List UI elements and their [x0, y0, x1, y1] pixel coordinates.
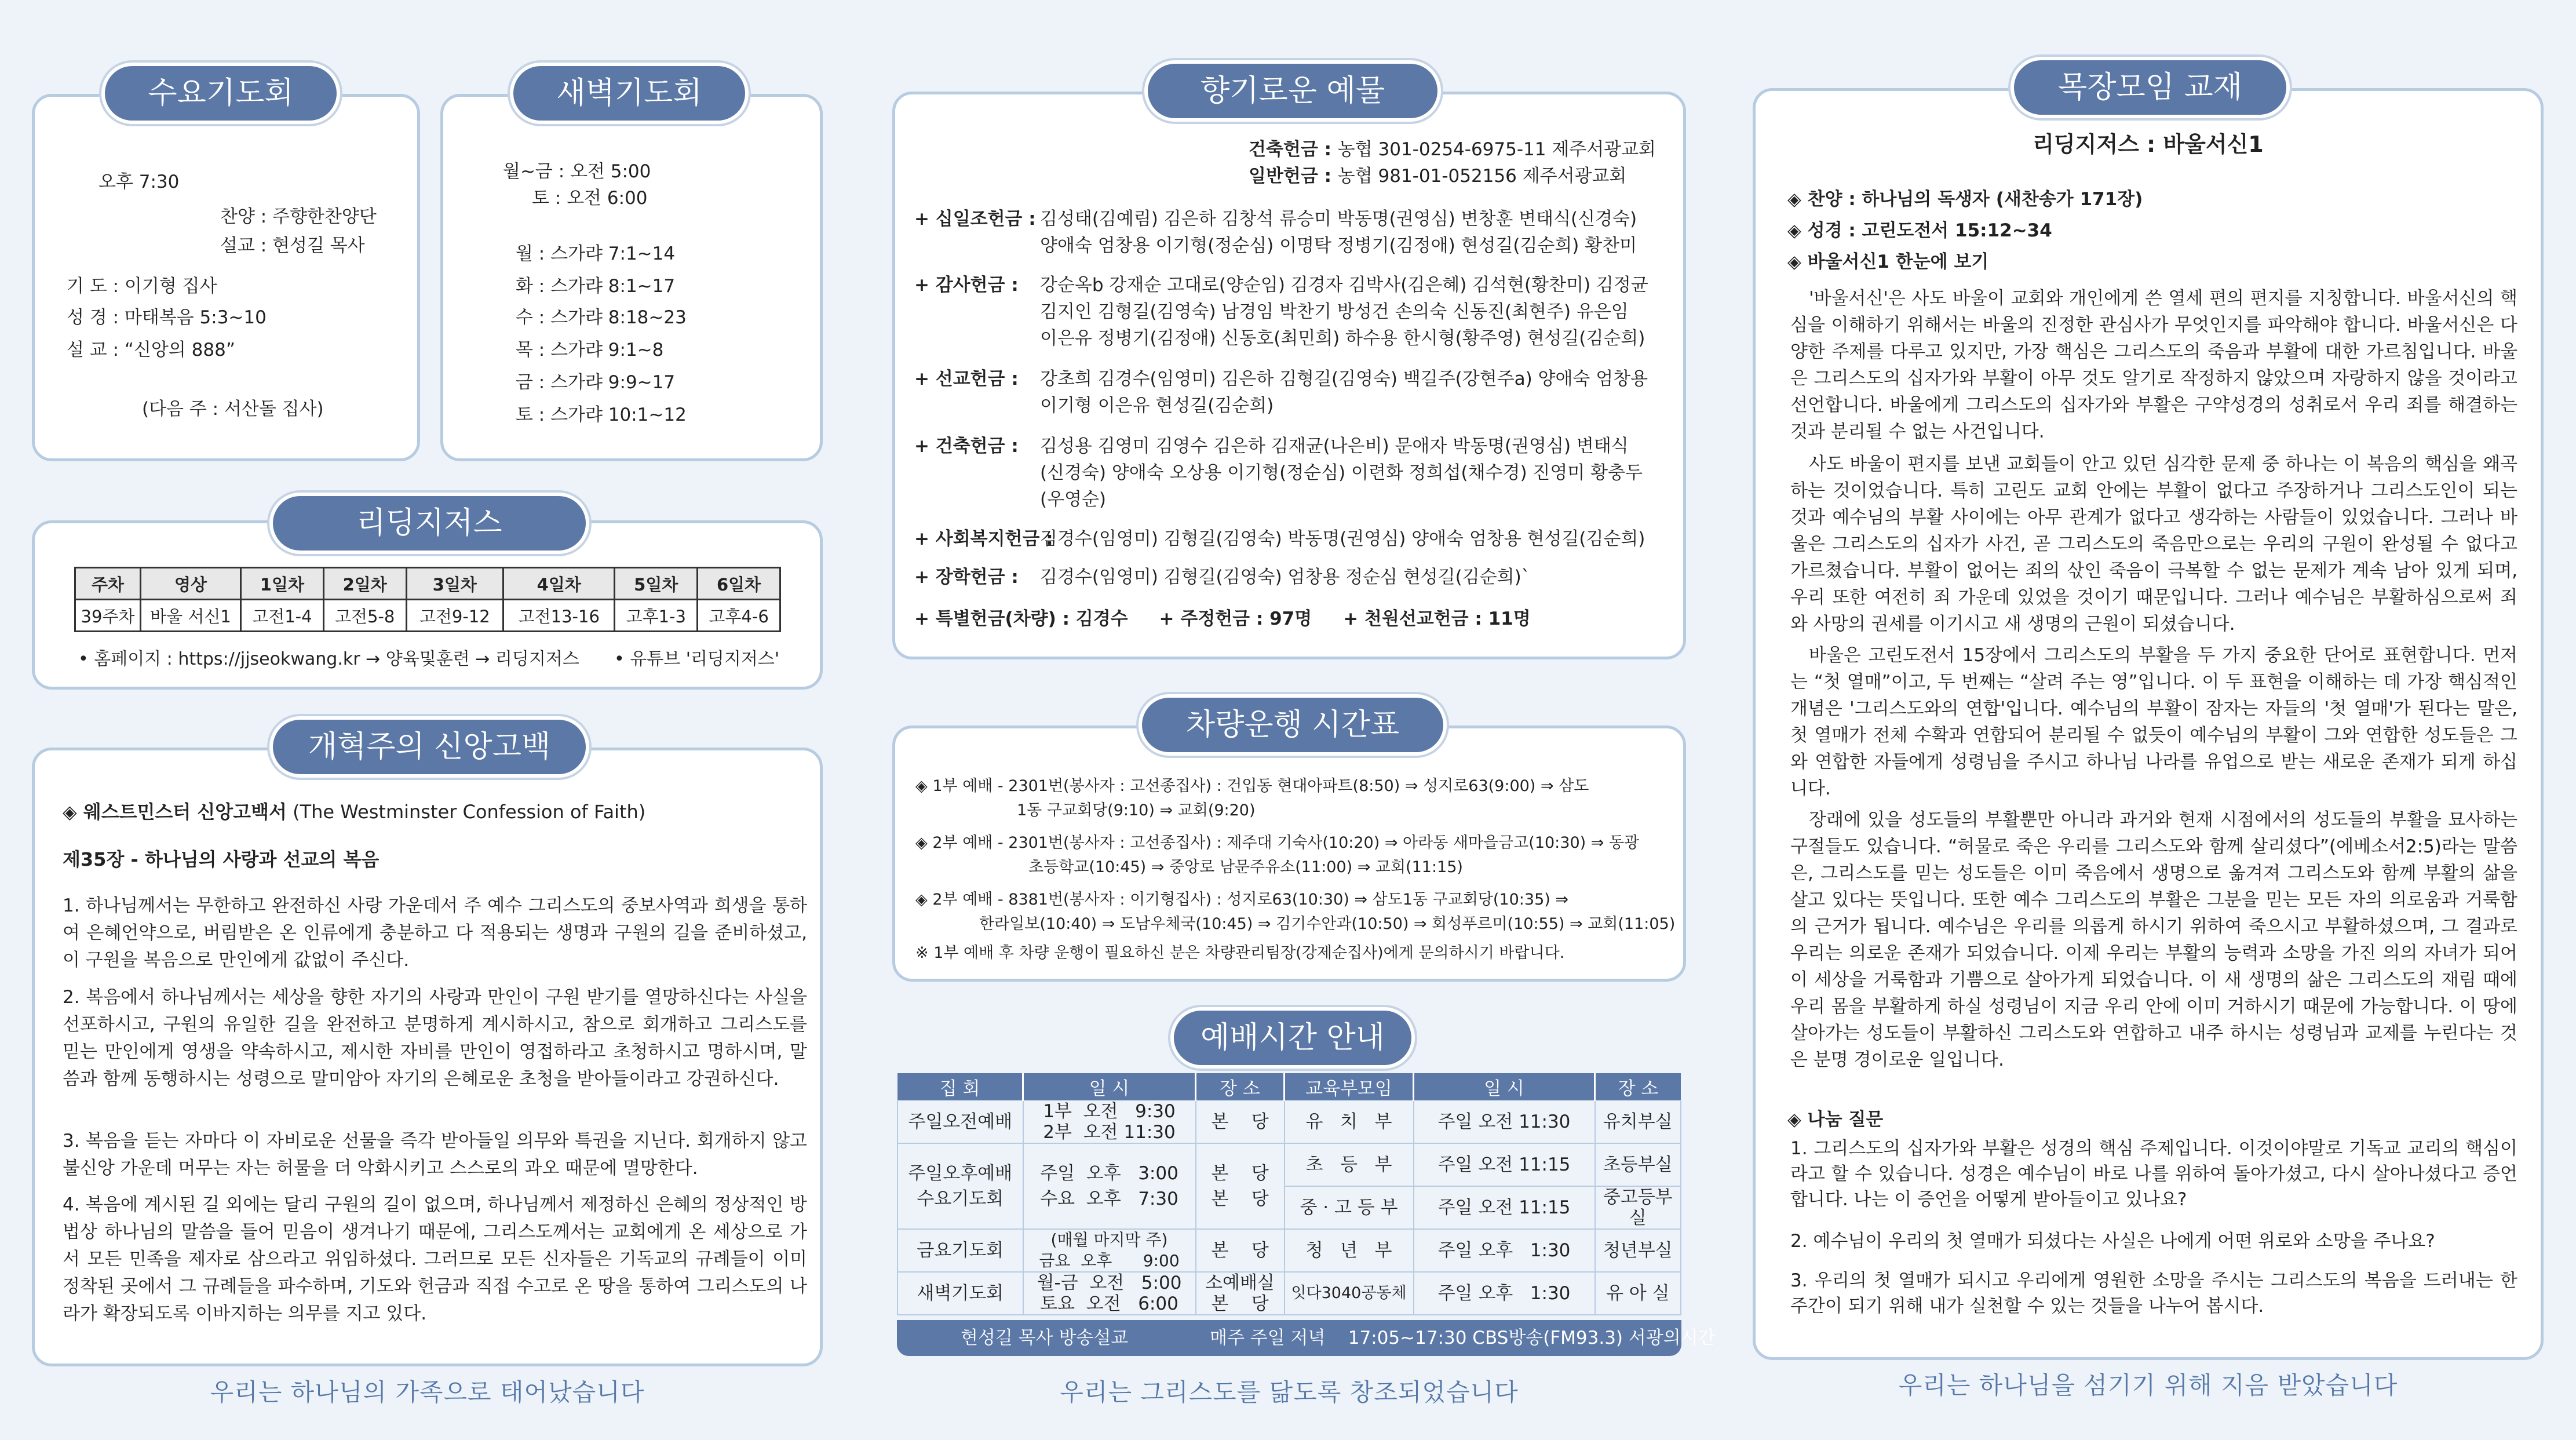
confession-item: 4. 복음에 계시된 길 외에는 달리 구원의 길이 없으며, 하나님께서 제정하신 은혜의 정상적인 방법상 하나님의 말씀을 들어 믿음이 생겨나기 때문에, 그리스도께서는 교회에게 온 세상으로 가서 모든 민족을 제자로 삼으라고 위임하셨다. 그러므로 모든 신자들은 기독교의 규례들이 이미 정착된 곳에서 그 규례들을 파수하며, 기도와 헌금과 직접 수고로 온 땅을 통하여 그리스도의 나라가 확장되도록 이바지하는 의무를 지고 있다.: [63, 1194, 807, 1324]
worship-place: 본 당: [1196, 1100, 1285, 1143]
offering-tithe-label: + 십일조헌금 :: [914, 209, 1036, 229]
edu-time: 주일 오후 1:30: [1414, 1229, 1595, 1272]
offering-names: 양애숙 엄창용 이기형(정순심) 이명탁 정병기(김정애) 현성길(김순희) 황찬미: [1040, 235, 1637, 256]
offering-names: 김지인 김형길(김영숙) 남경임 박찬기 방성건 손의숙 신동진(최현주) 유은임: [1040, 301, 1629, 322]
cell-share-heading: ◈ 나눔 질문: [1787, 1109, 1884, 1130]
wed-time: 오후 7:30: [98, 172, 180, 192]
worship-place: 소예배실 본 당: [1196, 1272, 1285, 1315]
edu-time: 주일 오전 11:15: [1414, 1186, 1595, 1229]
reading-header: 3일차: [406, 568, 503, 600]
cell-scripture: ◈ 성경 : 고린도전서 15:12~34: [1787, 220, 2052, 241]
worship-title: 예배시간 안내: [1170, 1007, 1415, 1069]
bus-route: ◈ 2부 예배 - 8381번(봉사자 : 이기형집사) : 성지로63(10:30) ⇒ 삼도1동 구교회당(10:35) ⇒: [915, 891, 1568, 909]
offering-names: 김성용 김영미 김영수 김은하 김재균(나은비) 문애자 박동명(권영심) 변태식: [1040, 436, 1629, 457]
offering-account-building: [1249, 134, 1656, 161]
reading-header: 주차: [75, 568, 141, 600]
edu-place: 청년부실: [1595, 1229, 1681, 1272]
worship-table: [897, 1073, 1681, 1315]
offering-scholarship-label: + 장학헌금 :: [914, 567, 1019, 588]
worship-time: 1부 오전 9:30 2부 오전 11:30: [1023, 1100, 1196, 1143]
cell-question: 3. 우리의 첫 열매가 되시고 우리에게 영원한 소망을 주시는 그리스도의 복음을 드러내는 한 주간이 되기 위해 내가 실천할 수 있는 것들을 나누어 봅시다.: [1790, 1270, 2517, 1317]
reading-header: 영상: [141, 568, 241, 600]
offering-names: 김성태(김예림) 김은하 김창석 류승미 박동명(권영심) 변창훈 변태식(신경숙): [1040, 209, 1637, 229]
offering-summary: + 특별헌금(차량) : 김경수 + 주정헌금 : 97명 + 천원선교헌금 : 11명: [914, 608, 1531, 629]
offering-names: 이기형 이은유 현성길(김순희): [1040, 395, 1274, 416]
reading-youtube: • 유튜브 '리딩지저스': [614, 649, 780, 669]
offering-names: 이은유 정병기(김정애) 신동호(최민희) 하수용 한시형(황주영) 현성길(김순희): [1040, 328, 1645, 349]
confession-title: 개혁주의 신앙고백: [269, 716, 589, 778]
bus-route: ◈ 2부 예배 - 2301번(봉사자 : 고선종집사) : 제주대 기숙사(10:20) ⇒ 아라동 새마을금고(10:30) ⇒ 동광: [915, 834, 1640, 852]
edu-place: 초등부실: [1595, 1143, 1681, 1186]
reading-cell: 바울 서신1: [141, 600, 241, 632]
dawn-prayer-title: 새벽기도회: [510, 63, 749, 124]
offering-building-label: + 건축헌금 :: [914, 436, 1019, 457]
wed-prayer-leader: 기 도 : 이기형 집사: [67, 276, 217, 297]
edu-time: 주일 오전 11:15: [1414, 1143, 1595, 1186]
offering-title: 향기로운 예물: [1144, 60, 1441, 122]
worship-header: 장 소: [1196, 1073, 1285, 1100]
reading-cell: 고전5-8: [323, 600, 406, 632]
bus-route: 1동 구교회당(9:10) ⇒ 교회(9:20): [1017, 801, 1256, 819]
confession-heading: [63, 797, 645, 824]
worship-place: 본 당 본 당: [1196, 1143, 1285, 1229]
worship-name: 주일오후예배 수요기도회: [897, 1143, 1023, 1229]
wed-message: 설 교 : “신앙의 888”: [67, 340, 235, 360]
reading-table: [74, 567, 781, 632]
reading-homepage-link[interactable]: • 홈페이지 : https://jjseokwang.kr → 양육및훈련 → 리딩지저스: [78, 649, 579, 669]
dawn-item: 월 : 스가랴 7:1~14: [516, 243, 676, 264]
broadcast-preacher: 현성길 목사 방송설교: [961, 1328, 1129, 1348]
wed-praise: 찬양 : 주향한찬양단: [220, 206, 377, 227]
edu-group: 초 등 부: [1285, 1143, 1414, 1186]
edu-group: 청 년 부: [1285, 1229, 1414, 1272]
edu-place: 유 아 실: [1595, 1272, 1681, 1315]
reading-header: 2일차: [323, 568, 406, 600]
cell-subtitle: 리딩지저스 : 바울서신1: [2033, 132, 2264, 157]
dawn-item: 금 : 스가랴 9:9~17: [516, 372, 676, 393]
offering-names: (신경숙) 양애숙 오상용 이기형(정순심) 이련화 정희섭(채수경) 진영미 황충두: [1040, 462, 1643, 483]
offering-names: (우영순): [1040, 489, 1107, 510]
offering-names: 김경수(임영미) 김형길(김영숙) 박동명(권영심) 양애숙 엄창용 현성길(김순희): [1040, 528, 1645, 549]
dawn-item: 수 : 스가랴 8:18~23: [516, 307, 687, 328]
cell-question: 2. 예수님이 우리의 첫 열매가 되셨다는 사실은 나에게 어떤 위로와 소망을 주나요?: [1790, 1231, 2435, 1252]
dawn-item: 토 : 스가랴 10:1~12: [516, 404, 687, 425]
reading-header: 1일차: [241, 568, 324, 600]
cell-glance: ◈ 바울서신1 한눈에 보기: [1787, 251, 1989, 272]
bus-route: 한라일보(10:40) ⇒ 도남우체국(10:45) ⇒ 김기수안과(10:50) ⇒ 회성푸르미(10:55) ⇒ 교회(11:05): [979, 915, 1676, 933]
dawn-item: 화 : 스가랴 8:1~17: [516, 276, 676, 297]
offering-account-general: [1249, 161, 1626, 187]
confession-item: 2. 복음에서 하나님께서는 세상을 향한 자기의 사랑과 만인이 구원 받기를 열망하신다는 사실을 선포하시고, 구원의 유일한 길을 완전하고 분명하게 계시하시고, 참으로 회개하고 그리스도를 믿는 만인에게 영생을 약속하시고, 제시한 자비를 만인이 영접하라고 초청하시고 명하시며, 말씀과 함께 동행하시는 성령으로 말미암아 자기의 은혜로운 초청을 받아들이라고 강권하신다.: [63, 987, 807, 1089]
worship-name: 금요기도회: [897, 1229, 1023, 1272]
reading-cell: 고전1-4: [241, 600, 324, 632]
footer-motto: 우리는 그리스도를 닮도록 창조되었습니다: [1060, 1378, 1519, 1406]
broadcast-bar: [897, 1320, 1716, 1356]
confession-heading-ko: ◈ 웨스트민스터 신앙고백서: [63, 801, 287, 823]
offering-account-value: 농협 301-0254-6975-11 제주서광교회: [1337, 139, 1656, 160]
wed-next: (다음 주 : 서산돌 집사): [142, 399, 324, 420]
edu-group: 중 · 고 등 부: [1285, 1186, 1414, 1229]
worship-header: 일 시: [1414, 1073, 1595, 1100]
offering-account-label: 건축헌금 :: [1249, 139, 1338, 160]
cell-praise: ◈ 찬양 : 하나님의 독생자 (새찬송가 171장): [1787, 189, 2143, 210]
worship-header: 일 시: [1023, 1073, 1196, 1100]
offering-names: 강초희 김경수(임영미) 김은하 김형길(김영숙) 백길주(강현주a) 양애숙 엄창용: [1040, 369, 1648, 389]
reading-title: 리딩지저스: [269, 493, 589, 554]
worship-time: 월-금 오전 5:00 토요 오전 6:00: [1023, 1272, 1196, 1315]
reading-cell: 39주차: [75, 600, 141, 632]
worship-name: 새벽기도회: [897, 1272, 1023, 1315]
confession-chapter: 제35장 - 하나님의 사랑과 선교의 복음: [63, 848, 380, 870]
dawn-item: 목 : 스가랴 9:1~8: [516, 340, 664, 360]
confession-heading-en: (The Westminster Confession of Faith): [293, 801, 646, 823]
worship-header: 장 소: [1595, 1073, 1681, 1100]
worship-time: (매월 마지막 주) 금요 오후 9:00: [1023, 1229, 1196, 1272]
confession-item: 1. 하나님께서는 무한하고 완전하신 사랑 가운데서 주 예수 그리스도의 중보사역과 희생을 통하여 은혜언약으로, 버림받은 온 인류에게 충분하고 다 적용되는 생명과 구원의 길을 준비하셨고, 이 구원을 복음으로 만인에게 값없이 주신다.: [63, 895, 807, 971]
dawn-saturday: 토 : 오전 6:00: [532, 188, 648, 209]
worship-header: 교육부모임: [1285, 1073, 1414, 1100]
bus-title: 차량운행 시간표: [1139, 694, 1447, 756]
offering-thanks-label: + 감사헌금 :: [914, 275, 1019, 296]
reading-cell: 고후4-6: [698, 600, 780, 632]
reading-header: 6일차: [698, 568, 780, 600]
wed-prayer-title: 수요기도회: [101, 63, 340, 124]
offering-account-label: 일반헌금 :: [1249, 166, 1338, 187]
offering-names: 김경수(임영미) 김형길(김영숙) 엄창용 정순심 현성길(김순희)`: [1040, 567, 1531, 588]
cell-paragraph: 장래에 있을 성도들의 부활뿐만 아니라 과거와 현재 시점에서의 성도들의 부활을 묘사하는 구절들도 있습니다. “허물로 죽은 우리를 그리스도와 함께 살리셨다”(에베소서2:5)라는 말씀은, 그리스도를 믿는 성도들은 이미 죽음에서 생명으로 옮겨져 그리스도와 함께 부활의 삶을 살고 있다는 뜻입니다. 또한 예수 그리스도의 부활은 그분을 믿는 모든 자의 의로움과 거룩함의 근거가 됩니다. 예수님은 우리를 의롭게 하시기 위하여 죽으시고 부활하셨으며, 그 결과로 우리는 의로운 존재가 되었습니다. 이제 우리는 부활의 능력과 소망을 가진 의의 자녀가 되어 이 세상을 거룩함과 기쁨으로 살아가게 되었습니다. 이 새 생명의 삶은 그리스도의 재림 때에 우리 몸을 부활하게 하실 성령님이 지금 우리 안에 이미 거하시기 때문에 가능합니다. 이 땅에 살아가는 성도들이 부활하신 그리스도와 연합하고 내주 하시는 성령님과 교제를 누린다는 것은 분명 경이로운 일입니다.: [1790, 810, 2517, 1070]
reading-cell: 고후1-3: [615, 600, 698, 632]
reading-cell: 고전13-16: [503, 600, 615, 632]
cell-paragraph: 바울은 고린도전서 15장에서 그리스도의 부활을 두 가지 중요한 단어로 표현합니다. 먼저는 “첫 열매”이고, 두 번째는 “살려 주는 영”입니다. 이 두 표현을 이해하는 데 가장 핵심적인 개념은 '그리스도와의 연합'입니다. 예수님의 부활이 잠자는 자들의 '첫 열매'가 된다는 말은, 첫 열매가 전체 수확과 연합되어 분리될 수 없듯이 예수님의 부활이 그와 연합한 성도들은 그와 연합한 자들에게 성령님을 주시고 하나님 나라를 유업으로 받는 새로운 존재가 되게 하십니다.: [1790, 645, 2517, 799]
wed-scripture: 성 경 : 마태복음 5:3~10: [67, 307, 267, 328]
edu-group: 유 치 부: [1285, 1100, 1414, 1143]
edu-group: 잇다3040공동체: [1285, 1272, 1414, 1315]
cell-paragraph: '바울서신'은 사도 바울이 교회와 개인에게 쓴 열세 편의 편지를 지칭합니다. 바울서신의 핵심을 이해하기 위해서는 바울의 진정한 관심사가 무엇인지를 파악해야 합니다. 바울서신은 다양한 주제를 다루고 있지만, 가장 핵심은 그리스도의 죽음과 부활에 대한 가르침입니다. 바울은 그리스도의 십자가와 부활이 아무 것도 알기로 작정하지 않았으며 자랑하지 않을 것이라고 선언합니다. 바울에게 그리스도의 십자가와 부활은 구약성경의 성취로서 우리 죄를 해결하는 것과 분리될 수 없는 사건입니다.: [1790, 288, 2517, 442]
cell-title: 목장모임 교재: [2011, 57, 2290, 118]
edu-time: 주일 오전 11:30: [1414, 1100, 1595, 1143]
reading-header: 4일차: [503, 568, 615, 600]
worship-name: 주일오전예배: [897, 1100, 1023, 1143]
worship-time: 주일 오후 3:00 수요 오후 7:30: [1023, 1143, 1196, 1229]
bus-note: ※ 1부 예배 후 차량 운행이 필요하신 분은 차량관리팀장(강제순집사)에게 문의하시기 바랍니다.: [915, 944, 1565, 962]
cell-paragraph: 사도 바울이 편지를 보낸 교회들이 안고 있던 심각한 문제 중 하나는 이 복음의 핵심을 왜곡하는 것이었습니다. 특히 고린도 교회 안에는 부활이 없다고 주장하거나 그리스도인이 되는 것과 예수님의 부활 사이에는 아무 관계가 없다고 생각하는 사람들이 있었습니다. 그러나 바울은 그리스도의 십자가 사건, 곧 그리스도의 죽음만으로는 우리의 구원이 완성될 수 없다고 가르쳤습니다. 부활이 없어는 죄의 삯인 죽음이 극복할 수 없는 문제가 계속 남아 있게 되며, 우리 또한 여전히 죄 가운데 있었을 것이기 때문입니다. 그러나 예수님은 부활하심으로써 죄와 사망의 권세를 이기시고 새 생명의 근원이 되셨습니다.: [1790, 454, 2517, 635]
offering-mission-label: + 선교헌금 :: [914, 369, 1019, 389]
footer-motto: 우리는 하나님의 가족으로 태어났습니다: [210, 1378, 645, 1406]
bus-route: ◈ 1부 예배 - 2301번(봉사자 : 고선종집사) : 건입동 현대아파트(8:50) ⇒ 성지로63(9:00) ⇒ 삼도: [915, 777, 1589, 795]
dawn-weekday: 월~금 : 오전 5:00: [503, 161, 651, 182]
edu-time: 주일 오후 1:30: [1414, 1272, 1595, 1315]
offering-names: 강순옥b 강재순 고대로(양순임) 김경자 김박사(김은혜) 김석현(황찬미) 김정균: [1040, 275, 1648, 296]
offering-welfare-label: + 사회복지헌금 :: [914, 528, 1053, 549]
offering-account-value: 농협 981-01-052156 제주서광교회: [1337, 166, 1627, 187]
reading-header: 5일차: [615, 568, 698, 600]
edu-place: 유치부실: [1595, 1100, 1681, 1143]
broadcast-schedule: 매주 주일 저녁 17:05~17:30 CBS방송(FM93.3) 서광의시간: [1210, 1328, 1716, 1348]
confession-item: 3. 복음을 듣는 자마다 이 자비로운 선물을 즉각 받아들일 의무와 특권을 지닌다. 회개하지 않고 불신앙 가운데 머무는 자는 허물을 더 악화시키고 스스로의 과오 때문에 멸망한다.: [63, 1131, 807, 1179]
footer-motto: 우리는 하나님을 섬기기 위해 지음 받았습니다: [1898, 1371, 2398, 1399]
cell-question: 1. 그리스도의 십자가와 부활은 성경의 핵심 주제입니다. 이것이야말로 기독교 교리의 핵심이라고 할 수 있습니다. 성경은 예수님이 바로 나를 위하여 돌아가셨고, 다시 살아나셨다고 증언합니다. 나는 이 증언을 어떻게 받아들이고 있나요?: [1790, 1138, 2517, 1210]
wed-sermon: 설교 : 현성길 목사: [220, 235, 365, 256]
worship-place: 본 당: [1196, 1229, 1285, 1272]
worship-header: 집 회: [897, 1073, 1023, 1100]
reading-cell: 고전9-12: [406, 600, 503, 632]
bus-route: 초등학교(10:45) ⇒ 중앙로 남문주유소(11:00) ⇒ 교회(11:15): [1028, 858, 1463, 876]
edu-place: 중고등부실: [1595, 1186, 1681, 1229]
